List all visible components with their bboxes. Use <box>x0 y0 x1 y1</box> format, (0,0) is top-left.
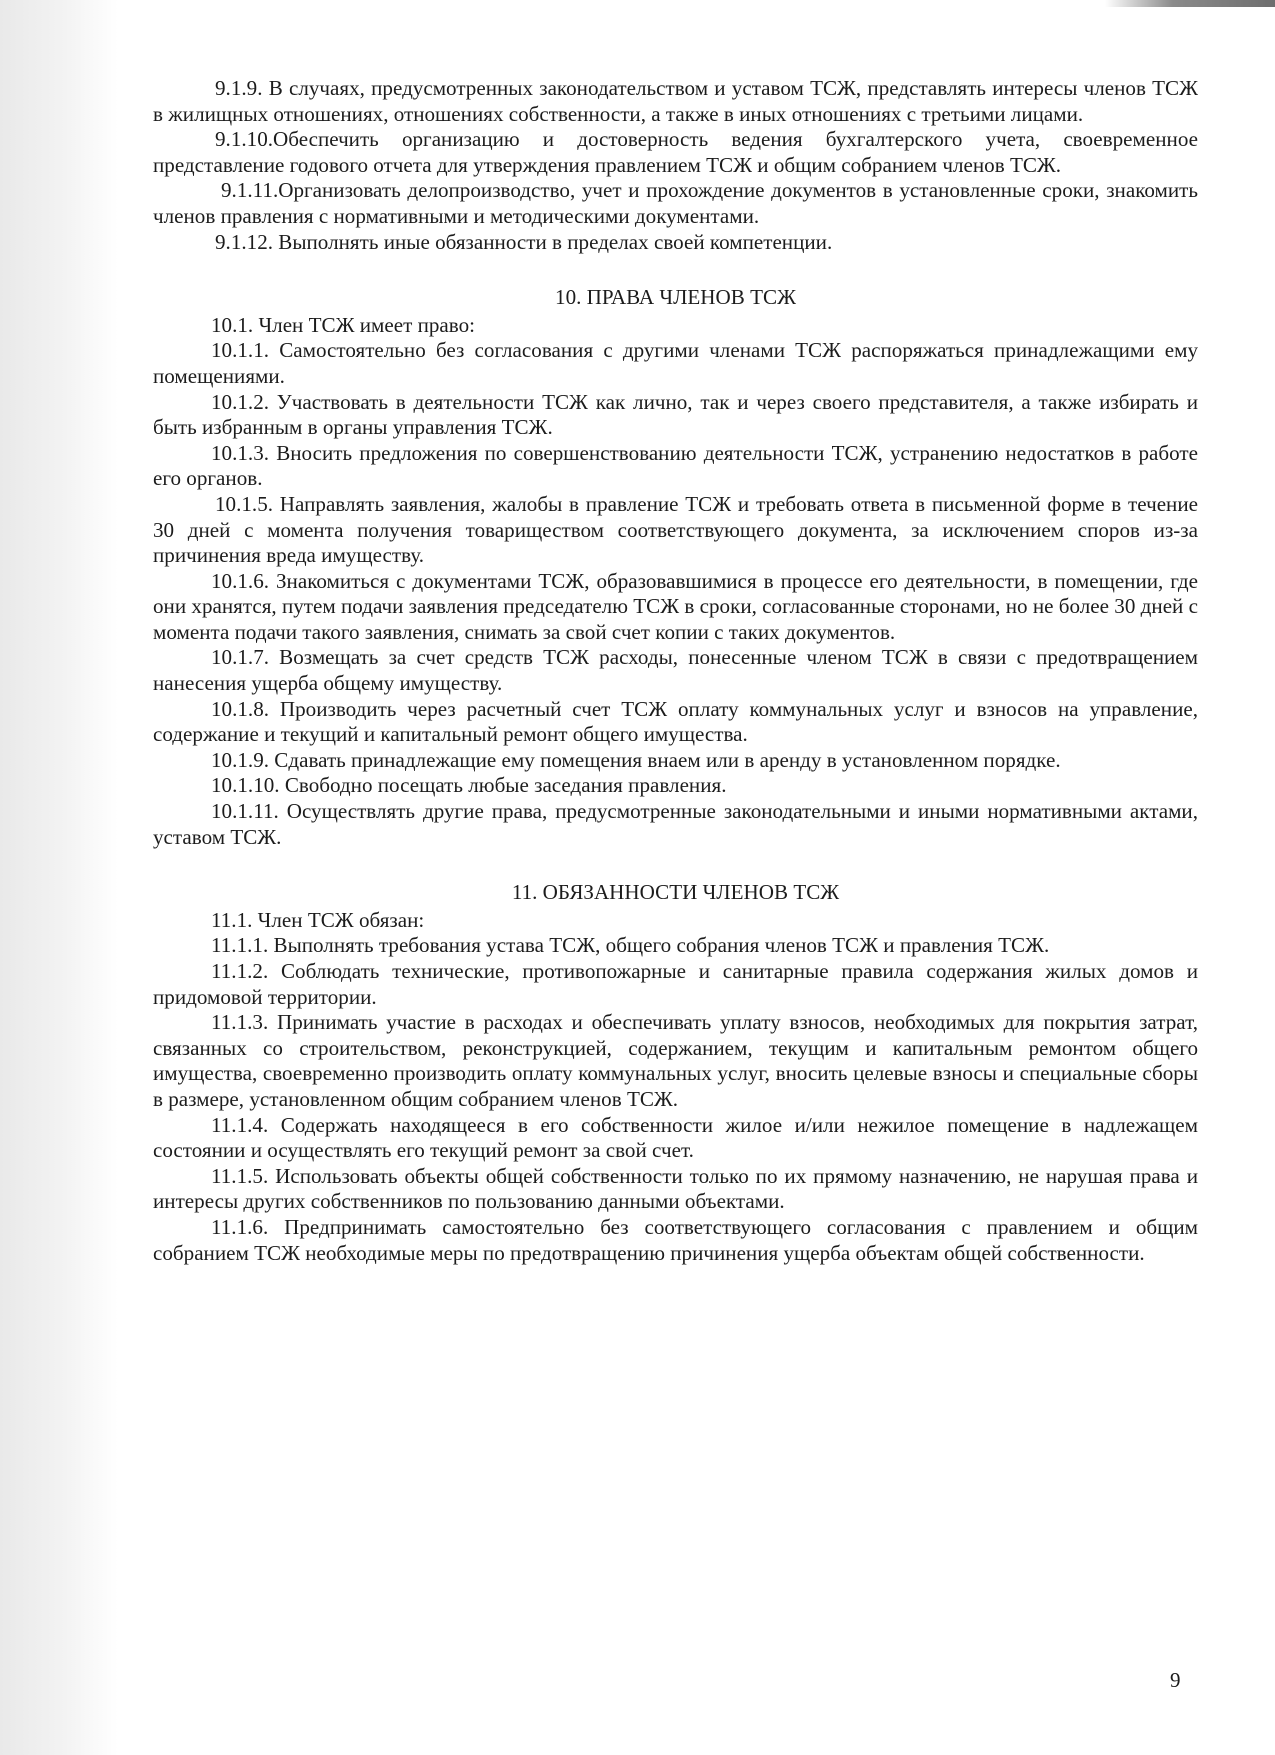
paragraph-10-1-10: 10.1.10. Свободно посещать любые заседания правления. <box>211 773 727 798</box>
paragraph-11-1-1: 11.1.1. Выполнять требования устава ТСЖ, общего собрания членов ТСЖ и правления ТСЖ. <box>211 933 1050 958</box>
scan-shadow-left <box>0 0 118 1755</box>
paragraph-11-1-6: 11.1.6. Предпринимать самостоятельно без соответствующего согласования с правлением и общим собранием ТСЖ необходимые меры по предотвращению причинения ущерба объектам общей собственности. <box>153 1214 1198 1265</box>
paragraph-11-1-4: 11.1.4. Содержать находящееся в его собственности жилое и/или нежилое помещение в надлежащем состоянии и осуществлять его текущий ремонт за свой счет. <box>153 1112 1198 1163</box>
paragraph-9-1-11: 9.1.11.Организовать делопроизводство, учет и прохождение документов в установленные сроки, знакомить членов правления с нормативными и методическими документами. <box>153 178 1198 228</box>
paragraph-11-1-2: 11.1.2. Соблюдать технические, противопожарные и санитарные правила содержания жилых домов и придомовой территории. <box>153 959 1198 1009</box>
paragraph-9-1-12: 9.1.12. Выполнять иные обязанности в пределах своей компетенции. <box>215 229 833 254</box>
paragraph-11-1: 11.1. Член ТСЖ обязан: <box>211 907 425 932</box>
paragraph-10-1-6: 10.1.6. Знакомиться с документами ТСЖ, образовавшимися в процессе его деятельности, в помещении, где они хранятся, путем подачи заявления председателю ТСЖ в сроки, согласованные сторонами, но не более 30 дней с момента подачи такого заявления, снимать за свой счет копии с таких документов. <box>153 568 1198 644</box>
paragraph-11-1-5: 11.1.5. Использовать объекты общей собственности только по их прямому назначению, не нарушая права и интересы других собственников по пользованию данными объектами. <box>153 1163 1198 1214</box>
scan-shadow-top <box>1105 0 1275 7</box>
paragraph-9-1-10: 9.1.10.Обеспечить организацию и достоверность ведения бухгалтерского учета, своевременное представление годового отчета для утверждения правлением ТСЖ и общим собранием членов ТСЖ. <box>153 127 1198 177</box>
paragraph-10-1-8: 10.1.8. Производить через расчетный счет ТСЖ оплату коммунальных услуг и взносов на управление, содержание и текущий и капитальный ремонт общего имущества. <box>153 696 1198 747</box>
paragraph-10-1-1: 10.1.1. Самостоятельно без согласования с другими членами ТСЖ распоряжаться принадлежащими ему помещениями. <box>153 338 1198 388</box>
section-11-title: 11. ОБЯЗАННОСТИ ЧЛЕНОВ ТСЖ <box>511 880 840 905</box>
paragraph-10-1-2: 10.1.2. Участвовать в деятельности ТСЖ как лично, так и через своего представителя, а также избирать и быть избранным в органы управления ТСЖ. <box>153 389 1198 440</box>
paragraph-11-1-3: 11.1.3. Принимать участие в расходах и обеспечивать уплату взносов, необходимых для покрытия затрат, связанных со строительством, реконструкцией, содержанием, текущим и капитальным ремонтом общего имущества, своевременно производить оплату коммунальных услуг, вносить целевые взносы и специальные сборы в размере, установленном общим собранием членов ТСЖ. <box>153 1010 1198 1111</box>
page-number: 9 <box>1170 1668 1181 1692</box>
paragraph-10-1-9: 10.1.9. Сдавать принадлежащие ему помещения внаем или в аренду в установленном порядке. <box>211 747 1061 772</box>
paragraph-10-1-3: 10.1.3. Вносить предложения по совершенствованию деятельности ТСЖ, устранению недостатков в работе его органов. <box>153 440 1198 491</box>
paragraph-10-1: 10.1. Член ТСЖ имеет право: <box>211 312 476 337</box>
section-10-title: 10. ПРАВА ЧЛЕНОВ ТСЖ <box>555 285 796 310</box>
paragraph-9-1-9: 9.1.9. В случаях, предусмотренных законодательством и уставом ТСЖ, представлять интересы членов ТСЖ в жилищных отношениях, отношениях собственности, а также в иных отношениях с третьими лицами. <box>153 76 1198 126</box>
document-body <box>153 76 1198 1266</box>
paragraph-10-1-11: 10.1.11. Осуществлять другие права, предусмотренные законодательными и иными нормативными актами, уставом ТСЖ. <box>153 799 1198 849</box>
paragraph-10-1-7: 10.1.7. Возмещать за счет средств ТСЖ расходы, понесенные членом ТСЖ в связи с предотвращением нанесения ущерба общему имуществу. <box>153 645 1198 696</box>
paragraph-10-1-5: 10.1.5. Направлять заявления, жалобы в правление ТСЖ и требовать ответа в письменной форме в течение 30 дней с момента получения товариществом соответствующего документа, за исключением споров из-за причинения вреда имуществу. <box>153 491 1198 568</box>
